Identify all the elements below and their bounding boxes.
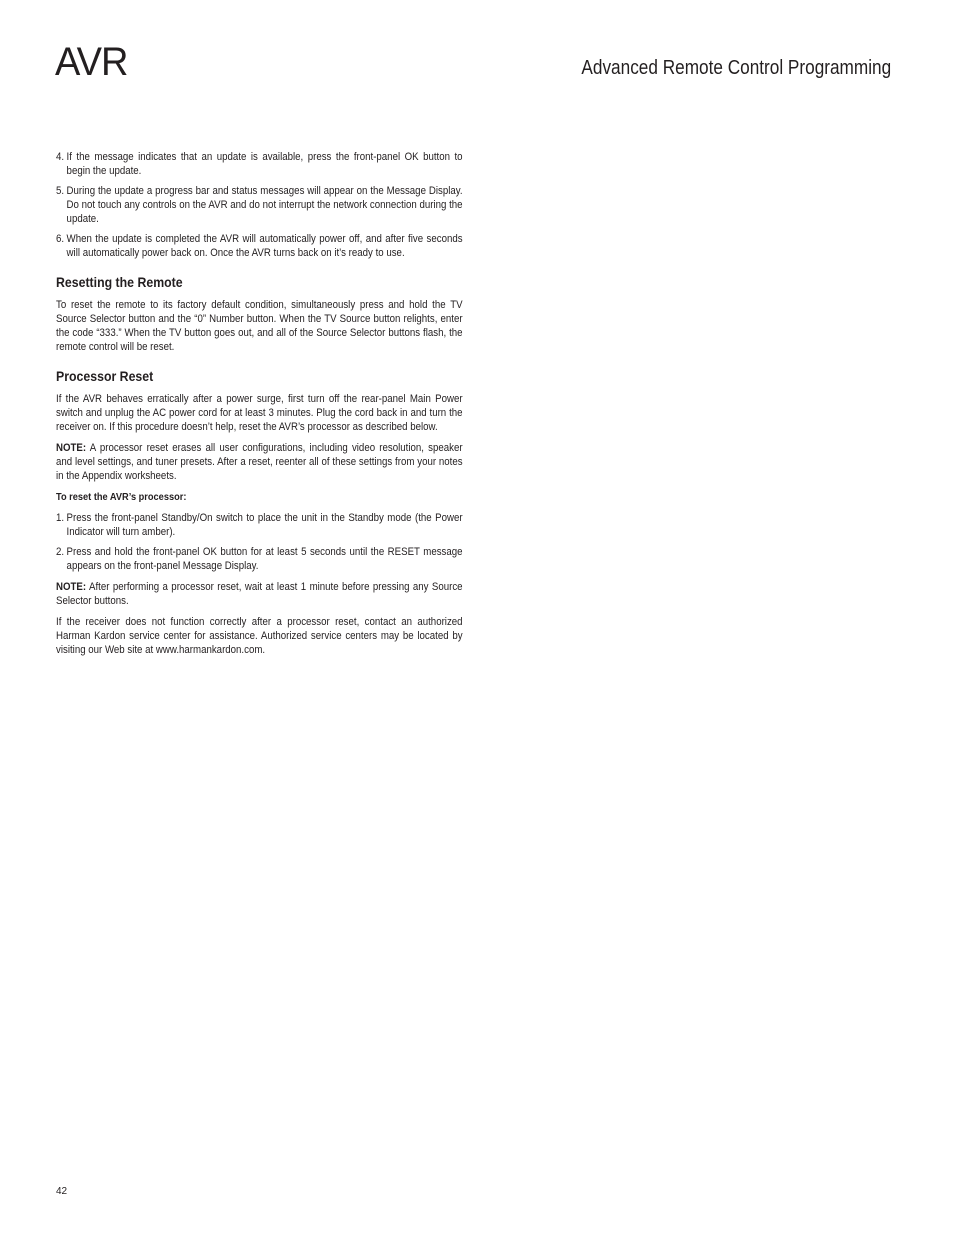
list-item xyxy=(56,545,463,573)
note-text: A processor reset erases all user configurations, including video resolution, speaker and level settings, and tuner presets. After a reset, reenter all of these settings from your notes in the Appendix worksheets. xyxy=(56,442,463,482)
main-column xyxy=(56,150,463,664)
step-text: Press the front-panel Standby/On switch to place the unit in the Standby mode (the Power Indicator will turn amber). xyxy=(66,512,463,538)
step-number: 5. xyxy=(56,185,65,197)
step-text: If the message indicates that an update is available, press the front-panel OK button to begin the update. xyxy=(66,151,463,177)
list-item xyxy=(56,184,463,226)
note-label: NOTE: xyxy=(56,442,87,454)
page-number: 42 xyxy=(56,1186,68,1197)
list-item xyxy=(56,511,463,539)
step-text: Press and hold the front-panel OK button for at least 5 seconds until the RESET message appears on the front-panel Message Display. xyxy=(66,546,463,572)
note-label: NOTE: xyxy=(56,581,87,593)
processor-reset-heading: Processor Reset xyxy=(56,368,154,384)
note-text: After performing a processor reset, wait at least 1 minute before pressing any Source Selector buttons. xyxy=(56,581,463,607)
page-title: Advanced Remote Control Programming xyxy=(581,57,891,79)
step-number: 2. xyxy=(56,546,65,558)
closing-paragraph: If the receiver does not function correctly after a processor reset, contact an authorized Harman Kardon service center for assistance. Authorized service centers may be located by visiting our Web site at www.harmankardon.com. xyxy=(56,616,463,656)
step-number: 1. xyxy=(56,512,65,524)
step-text: When the update is completed the AVR will automatically power off, and after five seconds will automatically power back on. Once the AVR turns back on it’s ready to use. xyxy=(66,233,463,259)
step-number: 4. xyxy=(56,151,65,163)
resetting-remote-body: To reset the remote to its factory default condition, simultaneously press and hold the TV Source Selector button and the “0” Number button. When the TV Source button relights, enter the code “333.” When the TV button goes out, and all of the Source Selector buttons flash, the remote control will be reset. xyxy=(56,299,463,353)
update-steps-list xyxy=(56,150,463,260)
list-item xyxy=(56,232,463,260)
processor-reset-intro: If the AVR behaves erratically after a power surge, first turn off the rear-panel Main Power switch and unplug the AC power cord for at least 3 minutes. Plug the cord back in and turn the receiver on. If this procedure doesn’t help, reset the AVR’s processor as described below. xyxy=(56,393,463,433)
avr-logo: AVR xyxy=(55,40,128,84)
processor-reset-steps-list xyxy=(56,511,463,573)
step-number: 6. xyxy=(56,233,65,245)
note-paragraph xyxy=(56,580,463,608)
procedure-subheading: To reset the AVR’s processor: xyxy=(56,491,187,503)
resetting-remote-heading: Resetting the Remote xyxy=(56,274,183,290)
step-text: During the update a progress bar and status messages will appear on the Message Display. Do not touch any controls on the AVR and do not interrupt the network connection during the update. xyxy=(66,185,463,225)
list-item xyxy=(56,150,463,178)
note-paragraph xyxy=(56,441,463,483)
